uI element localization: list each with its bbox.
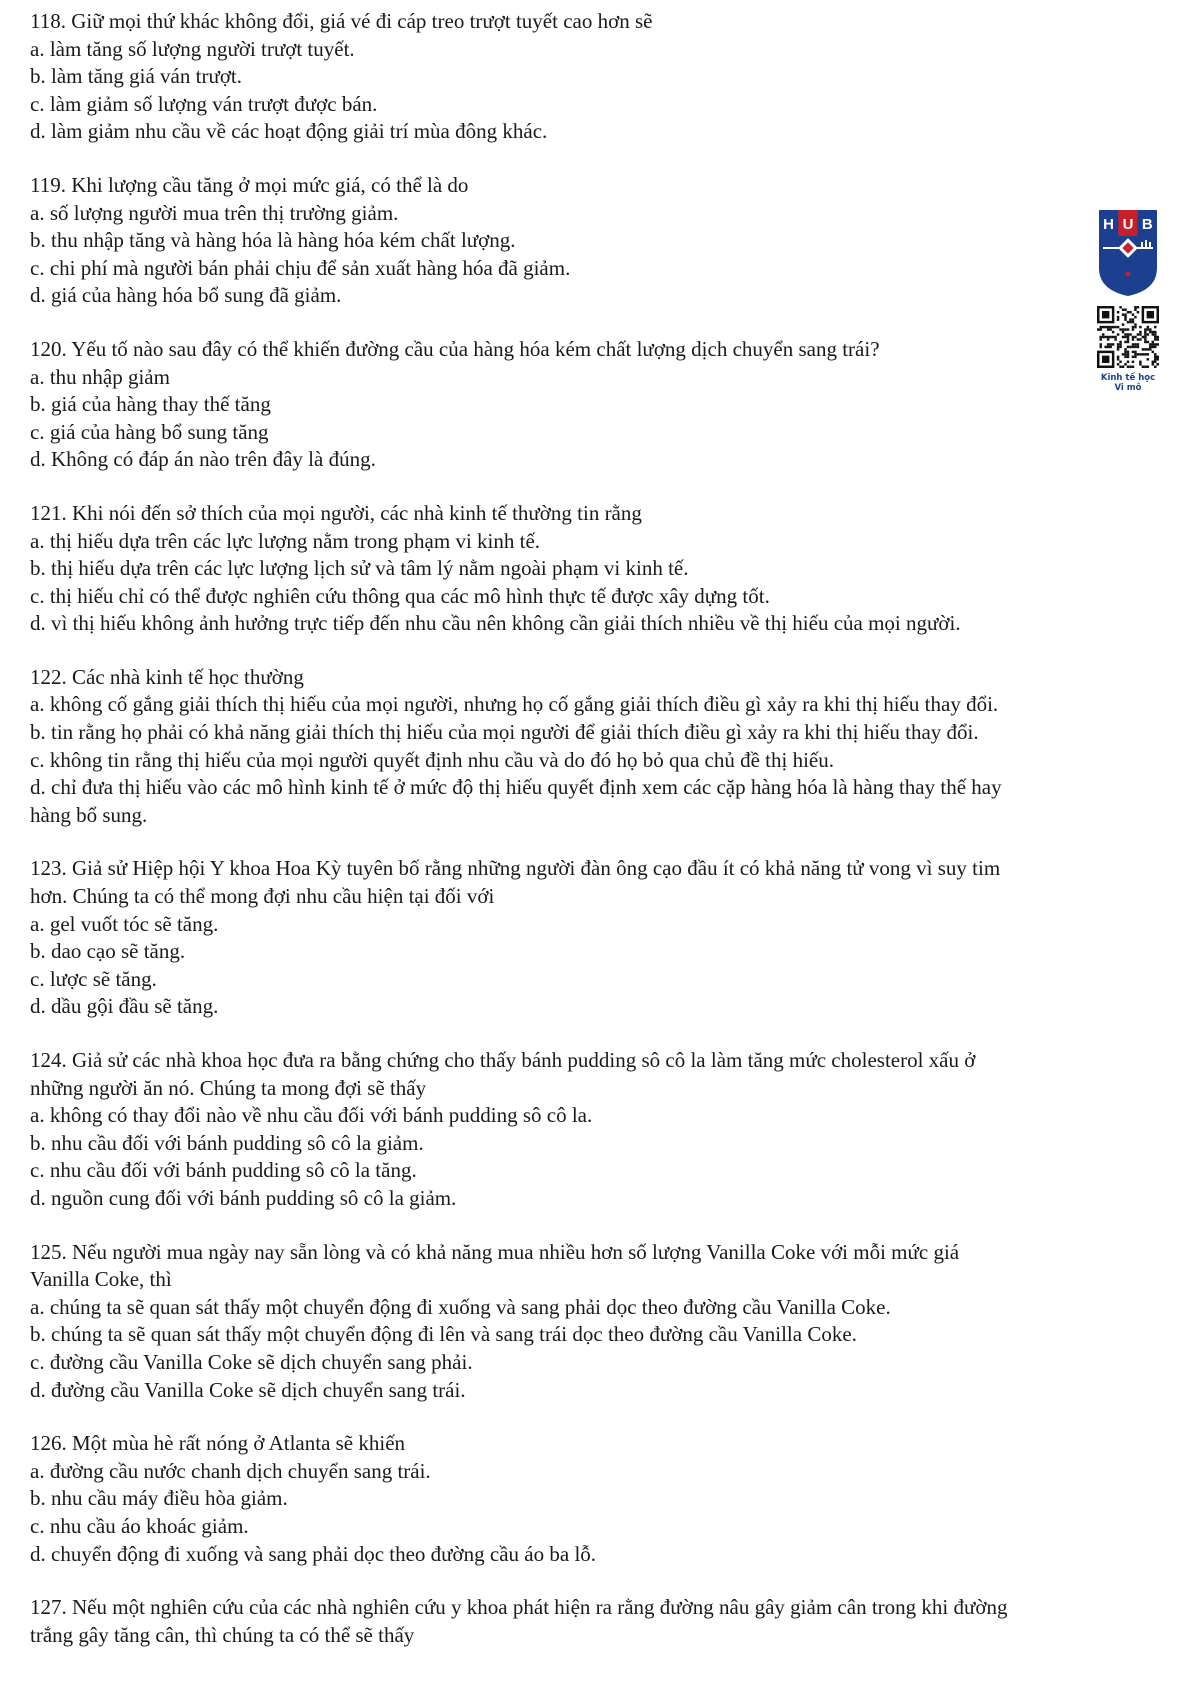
question-text: 125. Nếu người mua ngày nay sẵn lòng và có khả năng mua nhiều hơn số lượng Vanilla Coke với mỗi mức giá (30, 1239, 960, 1264)
question-text: 121. Khi nói đến sở thích của mọi người, các nhà kinh tế thường tin rằng (30, 500, 642, 525)
answer-option: a. không có thay đổi nào về nhu cầu đối với bánh pudding sô cô la. (30, 1103, 593, 1128)
answer-option: b. thu nhập tăng và hàng hóa là hàng hóa kém chất lượng. (30, 228, 516, 253)
answer-option: d. vì thị hiếu không ảnh hưởng trực tiếp đến nhu cầu nên không cần giải thích nhiều về thị hiếu của mọi người. (30, 611, 961, 636)
answer-option: c. chi phí mà người bán phải chịu để sản xuất hàng hóa đã giảm. (30, 255, 571, 280)
answer-option: c. làm giảm số lượng ván trượt được bán. (30, 91, 378, 116)
answer-option: b. tin rằng họ phải có khả năng giải thích thị hiếu của mọi người để giải thích điều gì xảy ra khi thị hiếu thay đổi. (30, 720, 979, 745)
answer-option: d. giá của hàng hóa bổ sung đã giảm. (30, 283, 342, 308)
answer-option: a. thị hiếu dựa trên các lực lượng nằm trong phạm vi kinh tế. (30, 528, 541, 553)
question-block (30, 336, 1170, 474)
answer-option: a. làm tăng số lượng người trượt tuyết. (30, 36, 355, 61)
question-text: 124. Giả sử các nhà khoa học đưa ra bằng chứng cho thấy bánh pudding sô cô la làm tăng mức cholesterol xấu ở (30, 1048, 976, 1072)
svg-text:H: H (1103, 216, 1115, 233)
sidebar-caption-title: Kinh tế học (1100, 373, 1156, 383)
question-text: 122. Các nhà kinh tế học thường (30, 664, 304, 689)
answer-option: d. nguồn cung đối với bánh pudding sô cô la giảm. (30, 1185, 457, 1210)
answer-option: d. làm giảm nhu cầu về các hoạt động giải trí mùa đông khác. (30, 119, 548, 144)
answer-option: a. không cố gắng giải thích thị hiếu của mọi người, nhưng họ cố gắng giải thích điều gì xảy ra khi thị hiếu thay đổi. (30, 692, 999, 717)
question-text: Vanilla Coke, thì (30, 1267, 172, 1292)
answer-option: b. làm tăng giá ván trượt. (30, 64, 243, 89)
hub-logo-icon (1097, 208, 1159, 298)
answer-option: a. gel vuốt tóc sẽ tăng. (30, 911, 219, 936)
answer-option: a. chúng ta sẽ quan sát thấy một chuyển động đi xuống và sang phải dọc theo đường cầu Vanilla Coke. (30, 1294, 891, 1319)
answer-option: d. Không có đáp án nào trên đây là đúng. (30, 447, 376, 472)
question-text: 126. Một mùa hè rất nóng ở Atlanta sẽ khiến (30, 1431, 406, 1456)
answer-option: b. nhu cầu đối với bánh pudding sô cô la giảm. (30, 1130, 424, 1155)
question-block (30, 172, 1170, 310)
answer-option: d. đường cầu Vanilla Coke sẽ dịch chuyển sang trái. (30, 1377, 466, 1402)
question-text: 120. Yếu tố nào sau đây có thể khiến đường cầu của hàng hóa kém chất lượng dịch chuyển sang trái? (30, 336, 880, 361)
question-block (30, 664, 1170, 830)
answer-option: c. lược sẽ tăng. (30, 966, 157, 991)
sidebar-caption-subtitle: Vi mô (1114, 383, 1142, 393)
answer-option: b. chúng ta sẽ quan sát thấy một chuyển động đi lên và sang trái dọc theo đường cầu Vanilla Coke. (30, 1322, 857, 1347)
question-block (30, 8, 1170, 146)
qr-code-icon (1097, 306, 1159, 368)
answer-option: d. dầu gội đầu sẽ tăng. (30, 994, 219, 1019)
answer-option: c. nhu cầu áo khoác giảm. (30, 1513, 249, 1538)
question-block (30, 1047, 1170, 1213)
answer-option: c. không tin rằng thị hiếu của mọi người quyết định nhu cầu và do đó họ bỏ qua chủ đề thị hiếu. (30, 747, 834, 772)
question-text: hơn. Chúng ta có thể mong đợi nhu cầu hiện tại đối với (30, 884, 495, 909)
question-text: 123. Giả sử Hiệp hội Y khoa Hoa Kỳ tuyên bố rằng những người đàn ông cạo đầu ít có khả năng tử vong vì suy tim (30, 856, 1001, 881)
question-block (30, 1430, 1170, 1568)
answer-option: b. thị hiếu dựa trên các lực lượng lịch sử và tâm lý nằm ngoài phạm vi kinh tế. (30, 556, 689, 581)
answer-option: b. giá của hàng thay thế tăng (30, 392, 271, 417)
question-text: 119. Khi lượng cầu tăng ở mọi mức giá, có thể là do (30, 172, 469, 197)
answer-option: b. nhu cầu máy điều hòa giảm. (30, 1486, 288, 1511)
answer-option: c. đường cầu Vanilla Coke sẽ dịch chuyển sang phải. (30, 1349, 473, 1374)
question-text: những người ăn nó. Chúng ta mong đợi sẽ thấy (30, 1075, 427, 1100)
answer-option: d. chỉ đưa thị hiếu vào các mô hình kinh tế ở mức độ thị hiếu quyết định xem các cặp hàng hóa là hàng thay thế hay (30, 775, 1002, 800)
answer-option: c. nhu cầu đối với bánh pudding sô cô la tăng. (30, 1158, 417, 1183)
question-text: 127. Nếu một nghiên cứu của các nhà nghiên cứu y khoa phát hiện ra rằng đường nâu gây giảm cân trong khi đường (30, 1595, 1008, 1620)
question-block (30, 500, 1170, 638)
question-block (30, 1594, 1170, 1649)
answer-option: a. số lượng người mua trên thị trường giảm. (30, 200, 399, 225)
question-text: 118. Giữ mọi thứ khác không đổi, giá vé đi cáp treo trượt tuyết cao hơn sẽ (30, 9, 653, 33)
svg-text:U: U (1122, 216, 1134, 233)
answer-option: b. dao cạo sẽ tăng. (30, 939, 186, 964)
question-text: trắng gây tăng cân, thì chúng ta có thể sẽ thấy (30, 1622, 415, 1647)
answer-option: d. chuyển động đi xuống và sang phải dọc theo đường cầu áo ba lỗ. (30, 1541, 597, 1566)
answer-option: a. đường cầu nước chanh dịch chuyển sang trái. (30, 1458, 431, 1483)
question-block (30, 855, 1170, 1021)
document-body (30, 8, 1170, 1675)
answer-option: hàng bổ sung. (30, 802, 148, 827)
answer-option: c. giá của hàng bổ sung tăng (30, 419, 269, 444)
question-block (30, 1239, 1170, 1405)
svg-text:B: B (1141, 216, 1153, 233)
answer-option: a. thu nhập giảm (30, 364, 170, 389)
answer-option: c. thị hiếu chỉ có thể được nghiên cứu thông qua các mô hình thực tế được xây dựng tốt. (30, 583, 770, 608)
